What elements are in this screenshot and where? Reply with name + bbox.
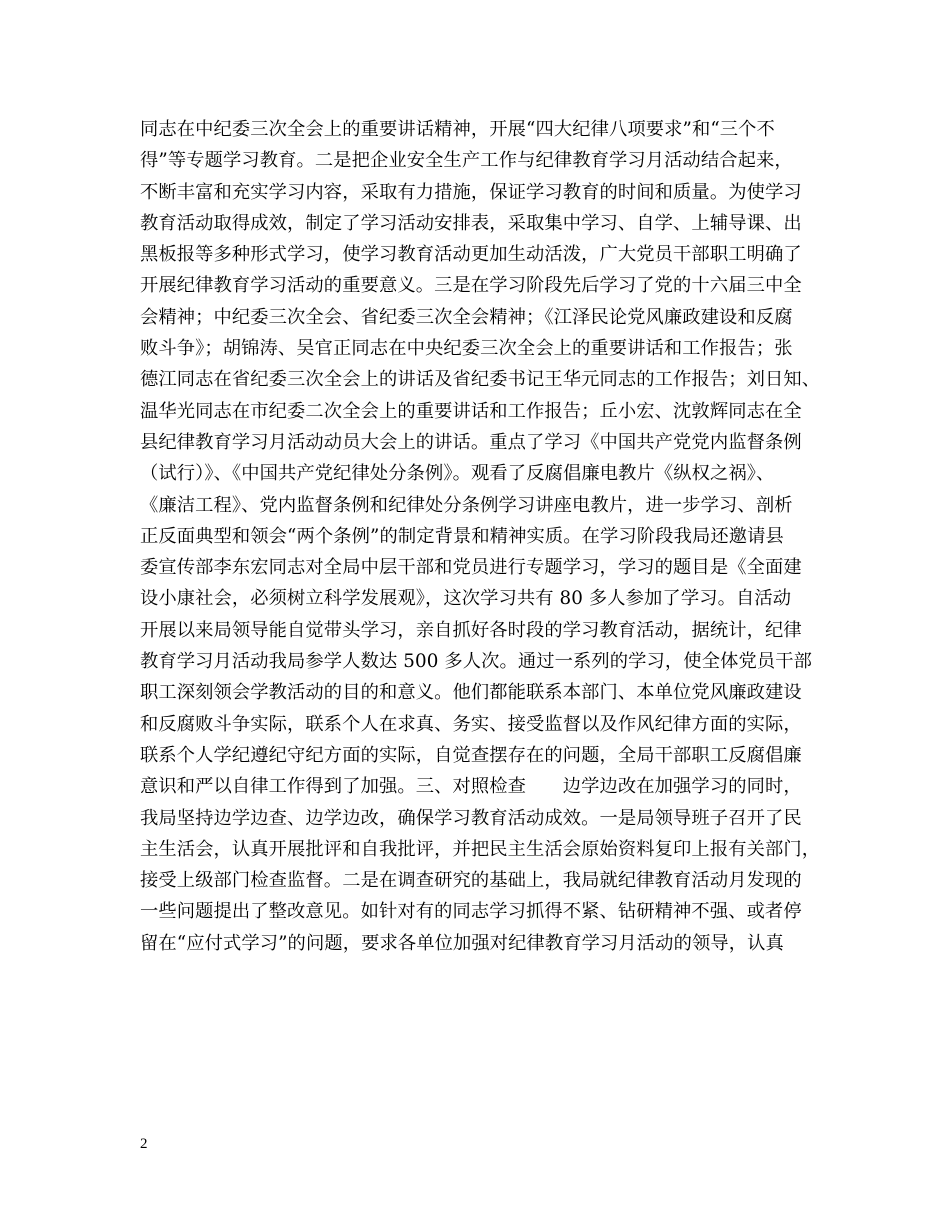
text-line: 开展以来局领导能自觉带头学习，亲自抓好各时段的学习教育活动，据统计，纪律 xyxy=(140,619,802,641)
text-line: 德江同志在省纪委三次全会上的讲话及省纪委书记王华元同志的工作报告；刘日知、 xyxy=(140,369,821,391)
text-line: 一些问题提出了整改意见。如针对有的同志学习抓得不紧、钻研精神不强、或者停 xyxy=(140,901,802,923)
text-line: （试行）》、《中国共产党纪律处分条例》。观看了反腐倡廉电教片《纵权之祸》、 xyxy=(140,463,775,485)
text-line: 意识和严以自律工作得到了加强。三、对照检查 边学边改在加强学习的同时， xyxy=(140,776,802,798)
text-line: 委宣传部李东宏同志对全局中层干部和党员进行专题学习，学习的题目是《全面建 xyxy=(140,557,802,579)
text-line: 同志在中纪委三次全会上的重要讲话精神，开展“四大纪律八项要求”和“三个不 xyxy=(140,119,775,140)
text-line: 设小康社会，必须树立科学发展观》，这次学习共有 80 多人参加了学习。自活动 xyxy=(140,588,792,610)
text-line: 温华光同志在市纪委二次全会上的重要讲话和工作报告；丘小宏、沈敦辉同志在全 xyxy=(140,400,802,422)
text-line: 正反面典型和领会“两个条例”的制定背景和精神实质。在学习阶段我局还邀请县 xyxy=(140,525,784,547)
document-body xyxy=(140,114,820,959)
text-line: 教育学习月活动我局参学人数达 500 多人次。通过一系列的学习，使全体党员干部 xyxy=(140,651,812,673)
text-line: 得”等专题学习教育。二是把企业安全生产工作与纪律教育学习月活动结合起来， xyxy=(140,150,793,172)
text-line: 接受上级部门检查监督。二是在调查研究的基础上，我局就纪律教育活动月发现的 xyxy=(140,870,802,892)
text-line: 联系个人学纪遵纪守纪方面的实际，自觉查摆存在的问题，全局干部职工反腐倡廉 xyxy=(140,744,802,766)
text-line: 职工深刻领会学教活动的目的和意义。他们都能联系本部门、本单位党风廉政建设 xyxy=(140,682,802,704)
text-line: 黑板报等多种形式学习，使学习教育活动更加生动活泼，广大党员干部职工明确了 xyxy=(140,244,802,266)
text-line: 留在“应付式学习”的问题，要求各单位加强对纪律教育学习月活动的领导，认真 xyxy=(140,932,784,954)
text-line: 我局坚持边学边查、边学边改，确保学习教育活动成效。一是局领导班子召开了民 xyxy=(140,807,802,829)
text-line: 开展纪律教育学习活动的重要意义。三是在学习阶段先后学习了党的十六届三中全 xyxy=(140,275,802,297)
text-line: 败斗争》；胡锦涛、吴官正同志在中央纪委三次全会上的重要讲话和工作报告；张 xyxy=(140,338,793,360)
text-line: 教育活动取得成效，制定了学习活动安排表，采取集中学习、自学、上辅导课、出 xyxy=(140,212,802,234)
text-line: 和反腐败斗争实际，联系个人在求真、务实、接受监督以及作风纪律方面的实际， xyxy=(140,713,802,735)
text-line: 不断丰富和充实学习内容，采取有力措施，保证学习教育的时间和质量。为使学习 xyxy=(140,181,802,203)
text-line: 县纪律教育学习月活动动员大会上的讲话。重点了学习《中国共产党党内监督条例 xyxy=(140,431,802,453)
page-number: 2 xyxy=(140,1136,148,1152)
text-line: 会精神；中纪委三次全会、省纪委三次全会精神；《江泽民论党风廉政建设和反腐 xyxy=(140,306,793,328)
text-line: 《廉洁工程》、党内监督条例和纪律处分条例学习讲座电教片，进一步学习、剖析 xyxy=(140,494,793,516)
text-line: 主生活会，认真开展批评和自我批评，并把民主生活会原始资料复印上报有关部门， xyxy=(140,838,821,860)
